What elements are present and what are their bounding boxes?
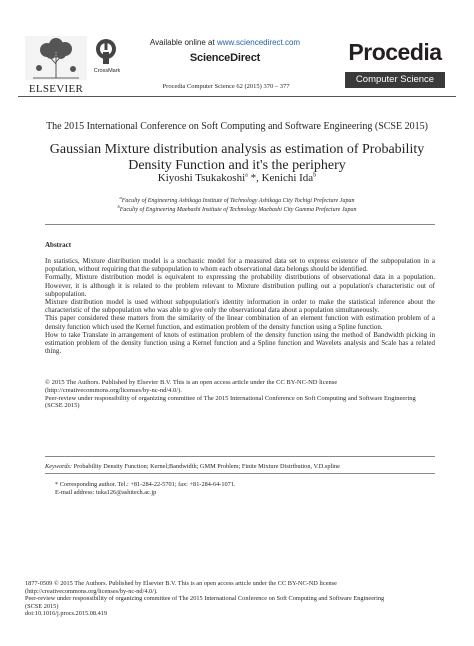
affiliation-text: Faculty of Engineering Ashikaga Institute of Technology Ashikaga City Tochigi Prefecture Japan [121,198,355,204]
author-name: Kiyoshi Tsukakoshi [157,172,246,184]
conference-name: The 2015 International Conference on Soft Computing and Software Engineering (SCSE 2015) [46,121,428,132]
license-link[interactable]: (http://creativecommons.org/licenses/by-nc-nd/4.0/). [45,386,182,394]
keywords-top-rule [45,456,435,457]
footer-notice [25,580,455,618]
affiliation [30,204,444,213]
corresponding-contact: * Corresponding author. Tel.: +81-284-22-5701; fax: +81-284-64-1071. [55,481,236,488]
keywords-text: Probability Density Function; Kernel;Bandwidth; GMM Problem; Finite Mixture Distribution, V.D.spline [73,463,340,470]
footer-line: Peer-review under responsibility of organizing committee of The 2015 International Conference on Soft Computing and Software Engineering [25,595,385,603]
keywords-bottom-rule [45,473,435,474]
copyright-notice [45,379,435,410]
sciencedirect-brand: ScienceDirect [189,52,261,64]
peer-review-note: Peer-review under responsibility of organizing committee of The 2015 International Conference on Soft Computing and Software Engineering (SCSE 2015) [45,394,416,410]
author-name: Kenichi Ida [261,172,314,184]
procedia-logo-title: Procedia [348,39,442,65]
copyright-line: © 2015 The Authors. Published by Elsevier B.V. This is an open access article under the CC BY-NC-ND license [45,379,338,386]
abstract-paragraph: How to take Translate in arrangement of knots of estimation problem of the density function using the method of Bandwidth picking in estimation problem of the density function using a Kernel function and a Spline function and Wavelets analysis and Scale has a related thing. [45,330,435,356]
paper-title [30,142,444,174]
journal-reference: Procedia Computer Science 62 (2015) 370 – 377 [162,83,290,90]
affiliation [30,195,444,204]
crossmark-label: CrossMark [93,68,121,74]
affiliation-mark: a [119,195,122,200]
footer-license-link[interactable]: (http://creativecommons.org/licenses/by-nc-nd/4.0/). [25,587,158,595]
corresponding-mark: *, [247,172,262,184]
author-affil-mark: a [245,172,248,179]
abstract-paragraph: Formally, Mixture distribution model is equivalent to expressing the probability distributions of observational data in a population. However, it is although it is related to the problem relevant to Mixture distribution pulling out a population's characteristic out of subpopulation. [45,273,435,298]
crossmark-icon[interactable] [95,38,117,66]
doi-link[interactable]: doi:10.1016/j.procs.2015.08.419 [25,610,108,618]
paper-title-line-2: Density Function and it's the periphery [128,158,346,173]
author-affil-mark: b [313,172,317,179]
affiliation-mark: b [117,204,120,209]
corresponding-author [55,481,435,497]
corresponding-email[interactable]: E-mail address: tuka126@ashitech.ac.jp [55,489,157,496]
author-list [30,172,444,184]
abstract-heading: Abstract [45,241,72,249]
sciencedirect-link[interactable]: www.sciencedirect.com [216,38,301,47]
availability-prefix: Available online at [149,38,217,47]
header-divider [18,96,456,97]
abstract-body [45,257,435,355]
footer-line: 1877-0509 © 2015 The Authors. Published by Elsevier B.V. This is an open access article under the CC BY-NC-ND license [25,580,337,587]
procedia-logo-subtitle: Computer Science [345,72,445,88]
keywords [45,463,435,470]
affiliation-text: Faculty of Engineering Maebashi Institute of Technology Maebashi City Gumma Prefecture Japan [119,207,357,213]
footer-line: (SCSE 2015) [25,602,59,610]
abstract-paragraph: Mixture distribution model is used without subpopulation's identity information in order to make the statistical inference about the characteristic of the subpopulation who was able to give only the observational data about a population simultaneously. [45,298,435,315]
paper-title-line-1: Gaussian Mixture distribution analysis as estimation of Probability [49,142,425,157]
keywords-label: Keywords: [45,463,73,470]
elsevier-tree-logo [25,36,87,80]
publisher-name: ELSEVIER [28,83,84,95]
abstract-paragraph: This paper considered these matters from the similarity of the linear combination of an element function with estimation problem of a density function which used the Kernel function, and estimation problem of the density function using a Spline function. [45,314,435,331]
availability-line [130,38,320,47]
abstract-top-rule [45,224,435,225]
abstract-paragraph: In statistics, Mixture distribution model is a stochastic model for a measured data set to express existence of the subpopulation in a population, without requiring that the subpopulation to whom each observational data belongs should be identified. [45,257,435,274]
